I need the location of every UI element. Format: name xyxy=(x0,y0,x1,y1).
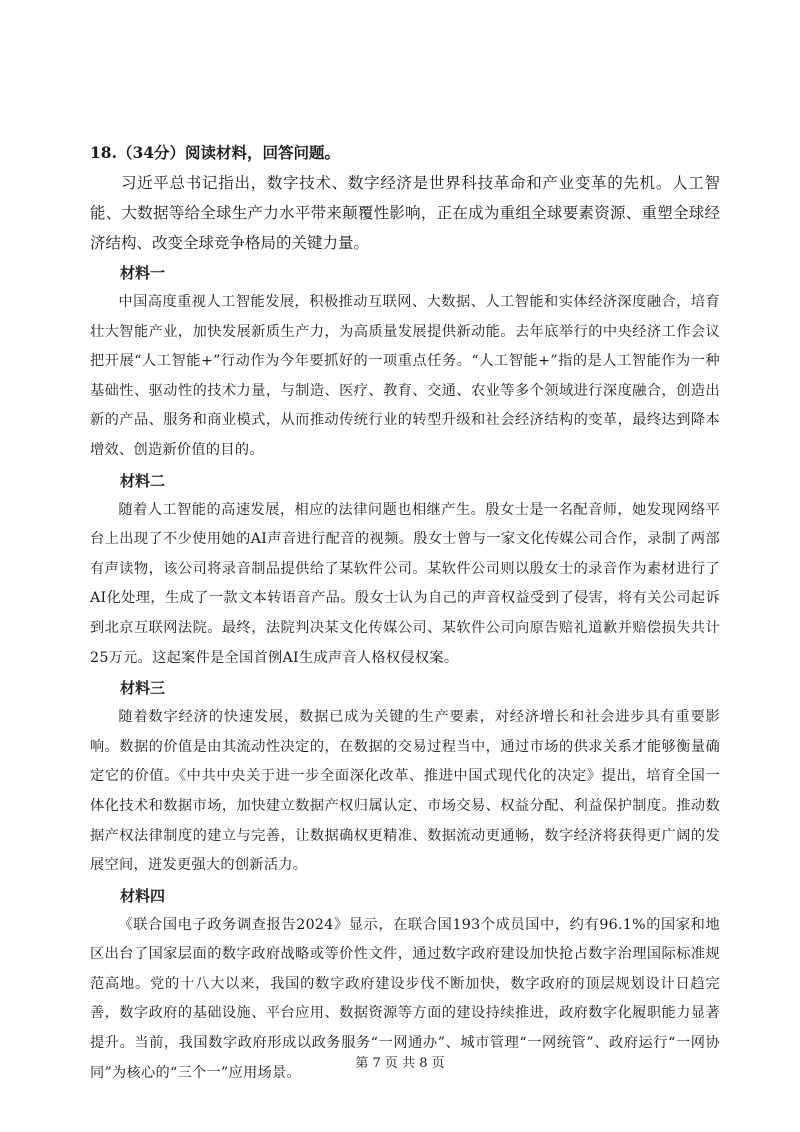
material-title: 材料三 xyxy=(120,679,166,698)
question-intro: 习近平总书记指出，数字技术、数字经济是世界科技革命和产业变革的先机。人工智能、大数据等给全球生产力水平带来颠覆性影响，正在成为重组全球要素资源、重塑全球经济结构、改变全球竞争格局的关键力量。 xyxy=(90,174,720,252)
material-title: 材料一 xyxy=(120,264,166,282)
exam-page-content xyxy=(90,138,720,1088)
material-title: 材料二 xyxy=(120,471,166,490)
page-number-footer: 第 7 页 共 8 页 xyxy=(355,1056,445,1071)
material-body: 中国高度重视人工智能发展，积极推动互联网、大数据、人工智能和实体经济深度融合，培育壮大智能产业，加快发展新质生产力，为高质量发展提供新动能。去年底举行的中央经济工作会议把开展“人工智能+”行动作为今年要抓好的一项重点任务。“人工智能+”指的是人工智能作为一种基础性、驱动性的技术力量，与制造、医疗、教育、交通、农业等多个领域进行深度融合，创造出新的产品、服务和商业模式，从而推动传统行业的转型升级和社会经济结构的变革，最终达到降本增效、创造新价值的目的。 xyxy=(90,294,720,458)
material-title: 材料四 xyxy=(120,886,166,905)
material-section-3 xyxy=(90,673,720,881)
material-body: 《联合国电子政务调查报告2024》显示，在联合国193个成员国中，约有96.1%的国家和地区出台了国家层面的数字政府战略或等价性文件，通过数字政府建设加快抢占数字治理国际标准规范高地。党的十八大以来，我国的数字政府建设步伐不断加快，数字政府的顶层规划设计日趋完善，数字政府的基础设施、平台应用、数据资源等方面的建设持续推进，政府数字化履职能力显著提升。当前，我国数字政府形成以政务服务“一网通办”、城市管理“一网统管”、政府运行“一网协同”为核心的“三个一”应用场景。 xyxy=(90,916,720,1081)
material-body: 随着人工智能的高速发展，相应的法律问题也相继产生。殷女士是一名配音师，她发现网络平台上出现了不少使用她的AI声音进行配音的视频。殷女士曾与一家文化传媒公司合作，录制了两部有声读物，该公司将录音制品提供给了某软件公司。某软件公司则以殷女士的录音作为素材进行了AI化处理，生成了一款文本转语音产品。殷女士认为自己的声音权益受到了侵害，将有关公司起诉到北京互联网法院。最终，法院判决某文化传媒公司、某软件公司向原告赔礼道歉并赔偿损失共计25万元。这起案件是全国首例AI生成声音人格权侵权案。 xyxy=(90,501,720,666)
question-header: 18.（34分）阅读材料，回答问题。 xyxy=(90,143,341,162)
material-body: 随着数字经济的快速发展，数据已成为关键的生产要素，对经济增长和社会进步具有重要影响。数据的价值是由其流动性决定的，在数据的交易过程当中，通过市场的供求关系才能够衡量确定它的价值。《中共中央关于进一步全面深化改革、推进中国式现代化的决定》提出，培育全国一体化技术和数据市场，加快建立数据产权归属认定、市场交易、权益分配、利益保护制度。推动数据产权法律制度的建立与完善，让数据确权更精准、数据流动更通畅，数字经济将获得更广阔的发展空间，迸发更强大的创新活力。 xyxy=(90,709,720,874)
material-section-2 xyxy=(90,466,720,674)
material-section-1 xyxy=(90,258,720,466)
